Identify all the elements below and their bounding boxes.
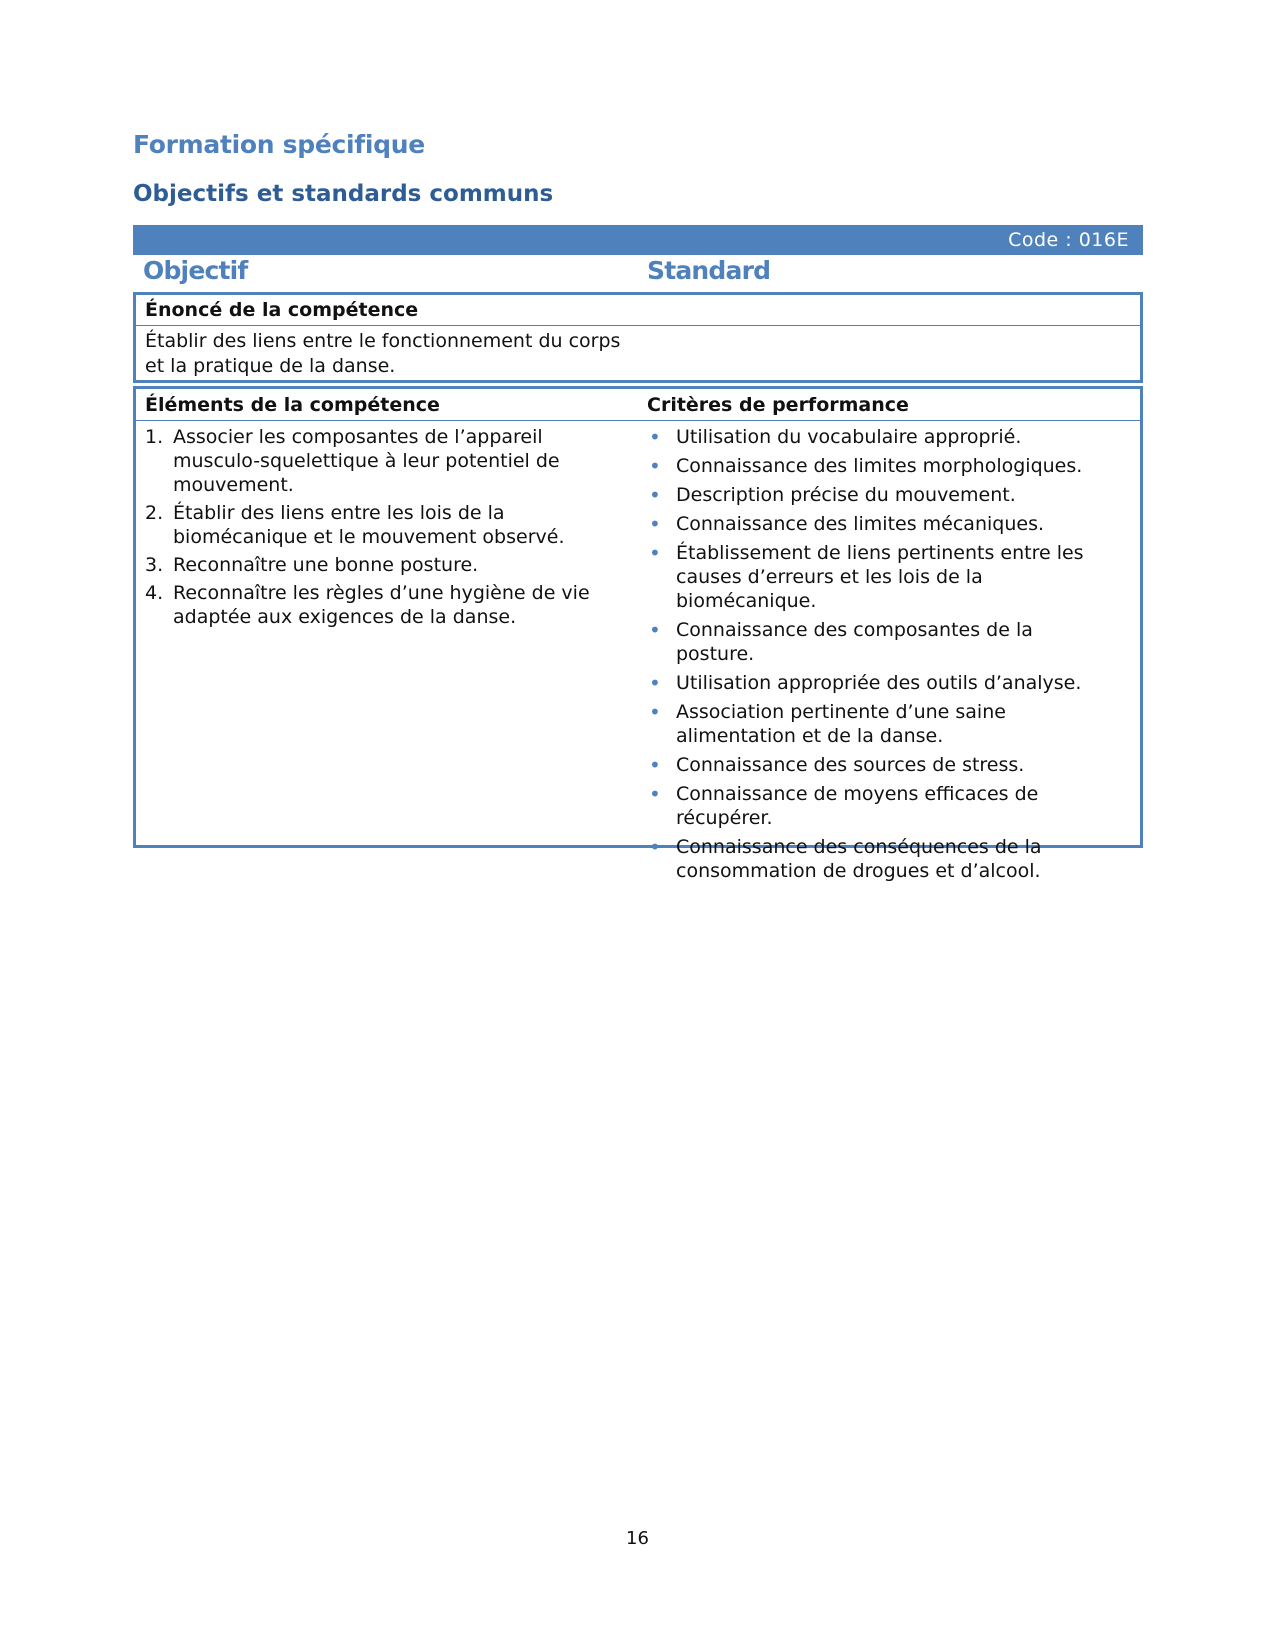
- element-text: Associer les composantes de l’appareil musculo-squelettique à leur potentiel de mouvement.: [173, 426, 560, 496]
- criteria-item: [647, 835, 1117, 883]
- bullet-icon: •: [649, 512, 661, 536]
- code-label: Code : 016E: [1008, 229, 1129, 251]
- element-item: [145, 581, 635, 629]
- criteria-item: [647, 753, 1117, 777]
- criteria-item: [647, 782, 1117, 830]
- bullet-icon: •: [649, 671, 661, 695]
- bullet-icon: •: [649, 782, 661, 806]
- standard-column-heading: Standard: [647, 256, 771, 285]
- section-subtitle: Objectifs et standards communs: [133, 181, 554, 207]
- element-number: 2.: [145, 502, 164, 524]
- criteria-list: [647, 425, 1117, 888]
- criteria-text: Connaissance de moyens efficaces de récupérer.: [676, 783, 1039, 829]
- criteria-text: Connaissance des sources de stress.: [676, 754, 1025, 776]
- elements-heading: Éléments de la compétence: [145, 394, 440, 416]
- criteria-text: Description précise du mouvement.: [676, 484, 1016, 506]
- competence-text: Établir des liens entre le fonctionnement du corps et la pratique de la danse.: [145, 330, 621, 377]
- element-number: 1.: [145, 426, 164, 448]
- bullet-icon: •: [649, 483, 661, 507]
- code-bar: [133, 225, 1143, 255]
- element-item: [145, 553, 635, 577]
- bullet-icon: •: [649, 753, 661, 777]
- section-title: Formation spécifique: [133, 130, 425, 159]
- element-text: Établir des liens entre les lois de la biomécanique et le mouvement observé.: [173, 502, 565, 548]
- elements-list: [145, 425, 635, 633]
- criteria-item: [647, 483, 1117, 507]
- criteria-text: Connaissance des composantes de la posture.: [676, 619, 1033, 665]
- bullet-icon: •: [649, 425, 661, 449]
- criteria-item: [647, 671, 1117, 695]
- bullet-icon: •: [649, 835, 661, 859]
- elements-criteria-box: [133, 386, 1143, 882]
- objective-column-heading: Objectif: [143, 256, 248, 285]
- criteria-item: [647, 618, 1117, 666]
- element-item: [145, 501, 635, 549]
- bullet-icon: •: [649, 700, 661, 724]
- criteria-text: Connaissance des conséquences de la consommation de drogues et d’alcool.: [676, 836, 1042, 882]
- element-number: 3.: [145, 554, 164, 576]
- page-number: 16: [626, 1528, 649, 1549]
- bullet-icon: •: [649, 454, 661, 478]
- criteria-text: Connaissance des limites morphologiques.: [676, 455, 1083, 477]
- criteria-item: [647, 512, 1117, 536]
- criteria-item: [647, 541, 1117, 613]
- element-item: [145, 425, 635, 497]
- elements-criteria-headings: [136, 389, 1140, 421]
- element-text: Reconnaître les règles d’une hygiène de vie adaptée aux exigences de la danse.: [173, 582, 590, 628]
- criteria-text: Utilisation du vocabulaire approprié.: [676, 426, 1022, 448]
- criteria-text: Utilisation appropriée des outils d’analyse.: [676, 672, 1082, 694]
- element-text: Reconnaître une bonne posture.: [173, 554, 479, 576]
- criteria-item: [647, 700, 1117, 748]
- bullet-icon: •: [649, 541, 661, 565]
- bullet-icon: •: [649, 618, 661, 642]
- criteria-item: [647, 425, 1117, 449]
- competence-statement-box: [133, 292, 1143, 383]
- criteria-text: Connaissance des limites mécaniques.: [676, 513, 1045, 535]
- element-number: 4.: [145, 582, 164, 604]
- criteria-heading: Critères de performance: [647, 394, 909, 416]
- criteria-item: [647, 454, 1117, 478]
- criteria-text: Association pertinente d’une saine alimentation et de la danse.: [676, 701, 1006, 747]
- competence-heading: Énoncé de la compétence: [136, 295, 1140, 326]
- criteria-text: Établissement de liens pertinents entre les causes d’erreurs et les lois de la biomécanique.: [676, 542, 1084, 612]
